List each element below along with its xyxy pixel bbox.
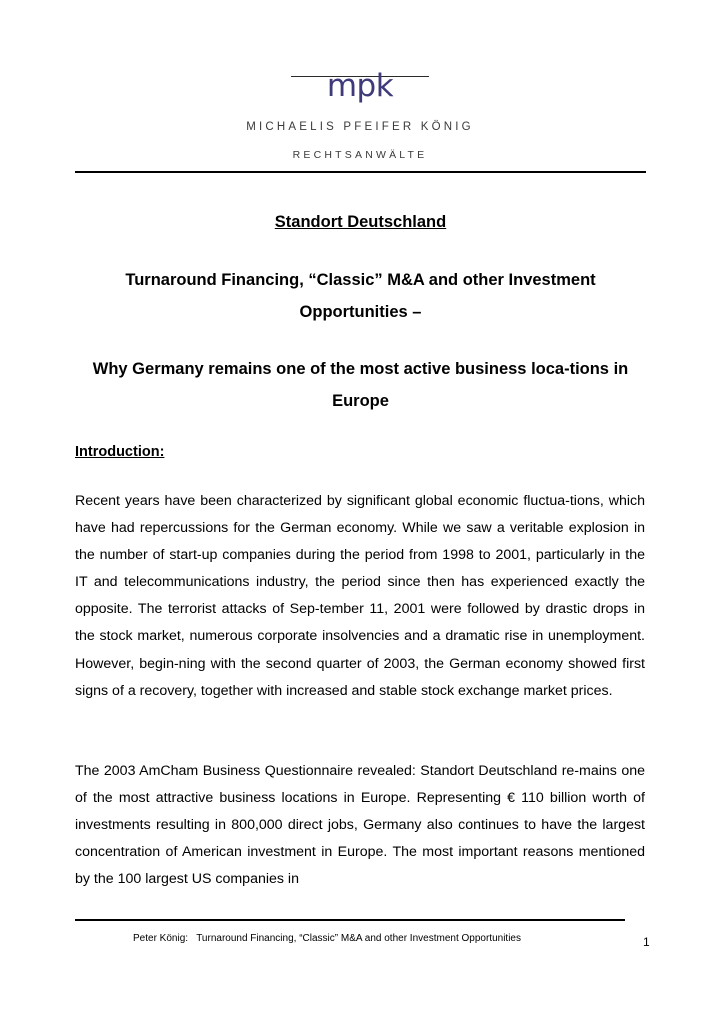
firm-subtitle: RECHTSANWÄLTE <box>292 149 428 161</box>
paragraph-2: The 2003 AmCham Business Questionnaire revealed: Standort Deutschland re-mains one of the most attractive business locations in Europe. Representing € 110 billion worth of investments resulting in 800,000 direct jobs, Germany also continues to have the largest concentration of American investment in Europe. The most important reasons mentioned by the 100 largest US companies in <box>75 763 645 888</box>
page-number: 1 <box>643 935 650 949</box>
document-subtitle-1: Turnaround Financing, “Classic” M&A and other Investment Opportunities – <box>125 271 596 321</box>
paragraph-1: Recent years have been characterized by significant global economic fluctua-tions, which have had repercussions for the German economy. While we saw a veritable explosion in the number of start-up companies during the period from 1998 to 2001, particularly in the IT and telecommunications industry, the period since then has experienced exactly the opposite. The terrorist attacks of Sep-tember 11, 2001 were followed by drastic drops in the stock market, numerous corporate insolvencies and a dramatic rise in unemployment. However, begin-ning with the second quarter of 2003, the German economy showed first signs of a recovery, together with increased and stable stock exchange market prices. <box>75 493 645 699</box>
document-subtitle-2: Why Germany remains one of the most active business loca-tions in Europe <box>92 360 629 410</box>
firm-name: MICHAELIS PFEIFER KÖNIG <box>246 121 474 133</box>
section-heading: Introduction: <box>75 444 165 460</box>
logo-mark: mpk <box>326 68 394 104</box>
header-rule <box>75 171 646 173</box>
document-title: Standort Deutschland <box>274 213 447 231</box>
footer-rule <box>75 919 625 921</box>
footer-text: Peter König: Turnaround Financing, “Classic” M&A and other Investment Opportunities <box>133 933 521 944</box>
